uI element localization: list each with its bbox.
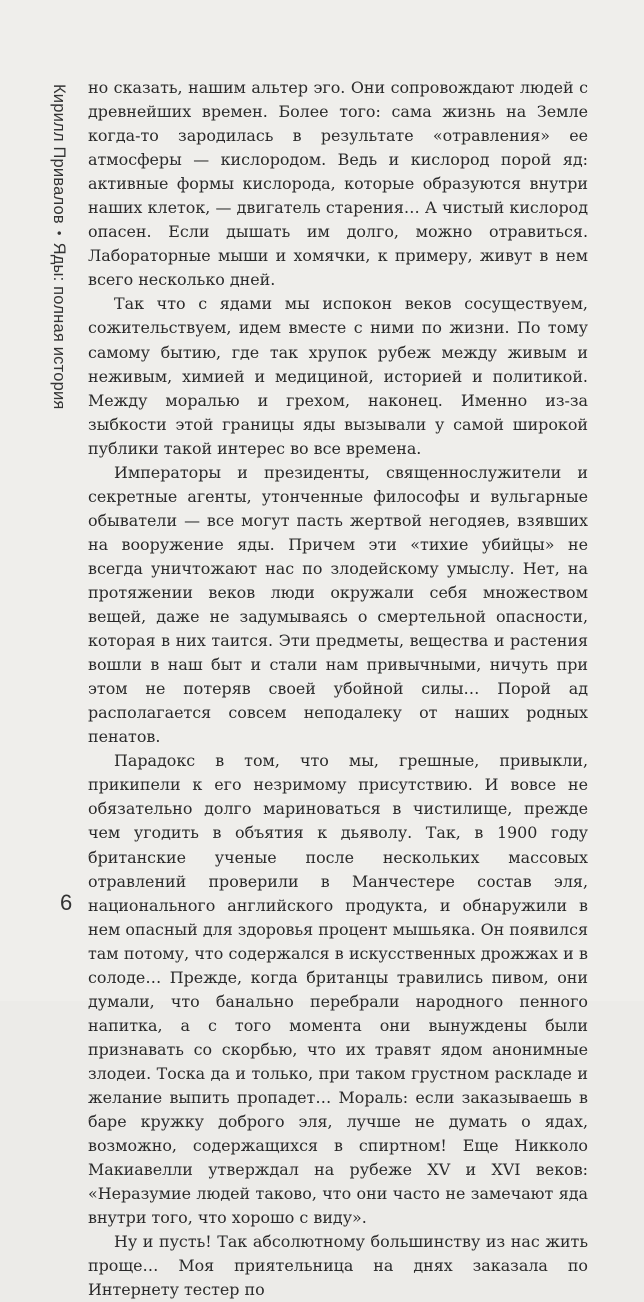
paragraph-4: Парадокс в том, что мы, грешные, привыкли, прикипели к его незримому присутствию. И вовсе не обязательно долго мариноваться в чистилище, прежде чем угодить в объятия к дьяволу. Так, в 1900 году британские ученые после нескольких массовых отравлений проверили в Манчестере состав эля, национального английского продукта, и обнаружили в нем опасный для здоровья процент мышьяка. Он появился там потому, что содержался в искусственных дрожжах и в солоде… Прежде, когда британцы травились пивом, они думали, что банально перебрали народного пенного напитка, а с того момента они вынуждены были признавать со скорбью, что их травят ядом анонимные злодеи. Тоска да и только, при таком грустном раскладе и желание выпить пропадет… Мораль: если заказываешь в баре кружку доброго эля, лучше не думать о ядах, возможно, содержащихся в спиртном! Еще Никколо Макиавелли утверждал на рубеже XV и XVI веков: «Неразумие людей таково, что они часто не замечают яда внутри того, что хорошо с виду». bbox=[88, 751, 588, 1228]
running-head-text bbox=[49, 84, 68, 410]
paragraph-5: Ну и пусть! Так абсолютному большинству из нас жить проще… Моя приятельница на днях заказала по Интернету тестер по bbox=[88, 1232, 588, 1300]
running-head bbox=[42, 84, 76, 484]
paragraph-1: но сказать, нашим альтер эго. Они сопровождают людей с древнейших времен. Более того: сама жизнь на Земле когда-то зародилась в результате «отравления» ее атмосферы — кислородом. Ведь и кислород порой яд: активные формы кислорода, которые образуются внутри наших клеток, — двигатель старения… А чистый кислород опасен. Если дышать им долго, можно отравиться. Лабораторные мыши и хомячки, к примеру, живут в нем всего несколько дней. bbox=[88, 78, 588, 290]
running-head-author: Кирилл Привалов bbox=[50, 84, 68, 224]
paragraph-2: Так что с ядами мы испокон веков сосуществуем, сожительствуем, идем вместе с ними по жизни. По тому самому бытию, где так хрупок рубеж между живым и неживым, химией и медициной, историей и политикой. Между моралью и грехом, наконец. Именно из-за зыбкости этой границы яды вызывали у самой широкой публики такой интерес во все времена. bbox=[88, 294, 588, 458]
page-number: 6 bbox=[60, 890, 73, 915]
running-head-title: Яды: полная история bbox=[50, 242, 68, 410]
paragraph-3: Императоры и президенты, священнослужители и секретные агенты, утонченные философы и вульгарные обыватели — все могут пасть жертвой негодяев, взявших на вооружение яды. Причем эти «тихие убийцы» не всегда уничтожают нас по злодейскому умыслу. Нет, на протяжении веков люди окружали себя множеством вещей, даже не задумываясь о смертельной опасности, которая в них таится. Эти предметы, вещества и растения вошли в наш быт и стали нам привычными, ничуть при этом не потеряв своей убойной силы… Порой ад располагается совсем неподалеку от наших родных пенатов. bbox=[88, 462, 588, 747]
running-head-separator: • bbox=[52, 230, 67, 236]
body-text bbox=[88, 76, 588, 1302]
